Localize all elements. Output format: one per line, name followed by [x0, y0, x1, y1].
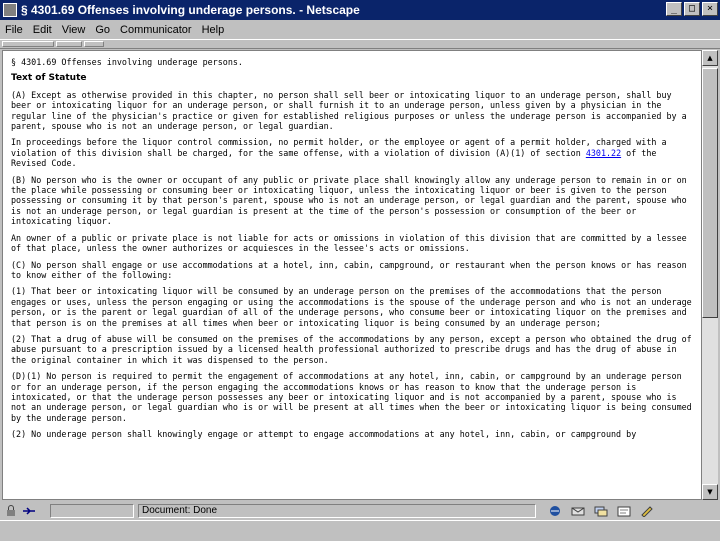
menu-file[interactable]: File: [5, 23, 23, 36]
progress-bar: [50, 504, 134, 518]
component-bar: [548, 505, 654, 517]
scroll-up-icon[interactable]: ▲: [702, 50, 718, 66]
security-indicators: [0, 505, 50, 517]
window-title: § 4301.69 Offenses involving underage persons. - Netscape: [21, 3, 360, 17]
proceedings-text: In proceedings before the liquor control commission, no permit holder, or the employee or agent of a permit holder, charged with a violation of this division shall be charged, for the same offense, with a violation of division (A)(1) of section: [11, 137, 667, 158]
window-controls: [666, 2, 718, 16]
location-toolbar-grip[interactable]: [56, 41, 82, 47]
menu-bar: [0, 20, 720, 39]
menu-help[interactable]: Help: [201, 23, 225, 36]
navigation-toolbar-grip[interactable]: [2, 41, 54, 47]
composer-icon[interactable]: [617, 505, 631, 517]
title-bar: [0, 0, 720, 20]
connection-icon: [22, 505, 36, 517]
paragraph-d2: (2) No underage person shall knowingly engage or attempt to engage accommodations at any hotel, inn, cabin, or campground by: [11, 429, 637, 440]
status-text: Document: Done: [138, 504, 536, 518]
paragraph-a: (A) Except as otherwise provided in this chapter, no person shall sell beer or intoxicating liquor to an underage person, shall buy beer or intoxicating liquor for an underage person, or shall furnish it to an underage person, unless given by a physician in the regular line of the physician's practice or given for established religious purposes or unless the underage person is accompanied by a parent, spouse who is not an underage person, or legal guardian.: [11, 89, 687, 132]
paragraph-proceedings: [11, 137, 693, 168]
scroll-thumb[interactable]: [702, 68, 718, 318]
taskbar: [0, 520, 720, 541]
maximize-button[interactable]: □: [684, 2, 700, 16]
paragraph-c1: (1) That beer or intoxicating liquor will be consumed by an underage person on the premises of the accommodations that the person engages or uses, unless the person engaging or using the accommodations is the spouse of the underage person and who is not an underage person, or is the parent or legal guardian of all of the underage persons, who consume beer or intoxicating liquor on the premises and that person is on the premises at all times when beer or intoxicating liquor is being consumed by an underage person;: [11, 286, 692, 328]
personal-toolbar-grip[interactable]: [84, 41, 104, 47]
mail-icon[interactable]: [571, 505, 585, 517]
menu-go[interactable]: Go: [95, 23, 111, 36]
paragraph-owner: An owner of a public or private place is not liable for acts or omissions in violation of this division that are committed by a lessee of that place, unless the owner authorizes or acquiesces in the lessee's acts or omissions.: [11, 232, 687, 254]
menu-communicator[interactable]: Communicator: [120, 23, 192, 36]
status-bar: [0, 502, 720, 520]
paragraph-c: (C) No person shall engage or use accommodations at a hotel, inn, cabin, campground, or restaurant when the person knows or has reason to know either of the following:: [11, 259, 687, 280]
paragraph-d1: (D)(1) No person is required to permit the engagement of accommodations at any hotel, inn, cabin, or campground by an underage person or for an underage person, if the person engaging the accommodations knows or has reason to know that the underage person is intoxicated, or that the underage person possesses any beer or intoxicating liquor and is not accompanied by a parent, spouse who is not an underage person, or legal guardian who is or will be present at all times when the beer or intoxicating liquor is being consumed by the underage person.: [11, 371, 692, 423]
section-title: Text of Statute: [11, 73, 87, 84]
proceedings-text-end: of the Revised Code.: [11, 147, 657, 169]
scroll-down-icon[interactable]: ▼: [702, 484, 718, 500]
vertical-scrollbar[interactable]: [702, 50, 718, 500]
close-button[interactable]: ×: [702, 2, 718, 16]
menu-edit[interactable]: Edit: [32, 23, 52, 36]
collapsed-toolbars: [0, 39, 720, 49]
minimize-button[interactable]: _: [666, 2, 682, 16]
menu-view[interactable]: View: [61, 23, 86, 36]
netscape-icon: [3, 3, 17, 17]
paragraph-c2: (2) That a drug of abuse will be consumed on the premises of the accommodations by any person, except a person who obtained the drug of abuse pursuant to a prescription issued by a licensed health professional authorized to prescribe drugs and has the drug of abuse in the original container in which it was dispensed to the person.: [11, 333, 692, 365]
paragraph-b: (B) No person who is the owner or occupant of any public or private place shall knowingly allow any underage person to remain in or on the place while possessing or consuming beer or intoxicating liquor, unless the intoxicating liquor or beer is given to the person possessing or consuming it by that person's parent, spouse who is not an underage person, or legal guardian and the parent, spouse who is not an underage person, or legal guardian is present at the time of the person's possession or consumption of the beer or intoxicating liquor.: [11, 174, 687, 227]
document-view[interactable]: [2, 50, 702, 500]
document-heading-line: § 4301.69 Offenses involving underage persons.: [11, 57, 243, 67]
discussions-icon[interactable]: [594, 505, 608, 517]
security-lock-icon[interactable]: [4, 505, 18, 517]
navigator-icon[interactable]: [548, 505, 562, 517]
edit-page-icon[interactable]: [640, 505, 654, 517]
section-link[interactable]: 4301.22: [585, 147, 622, 158]
